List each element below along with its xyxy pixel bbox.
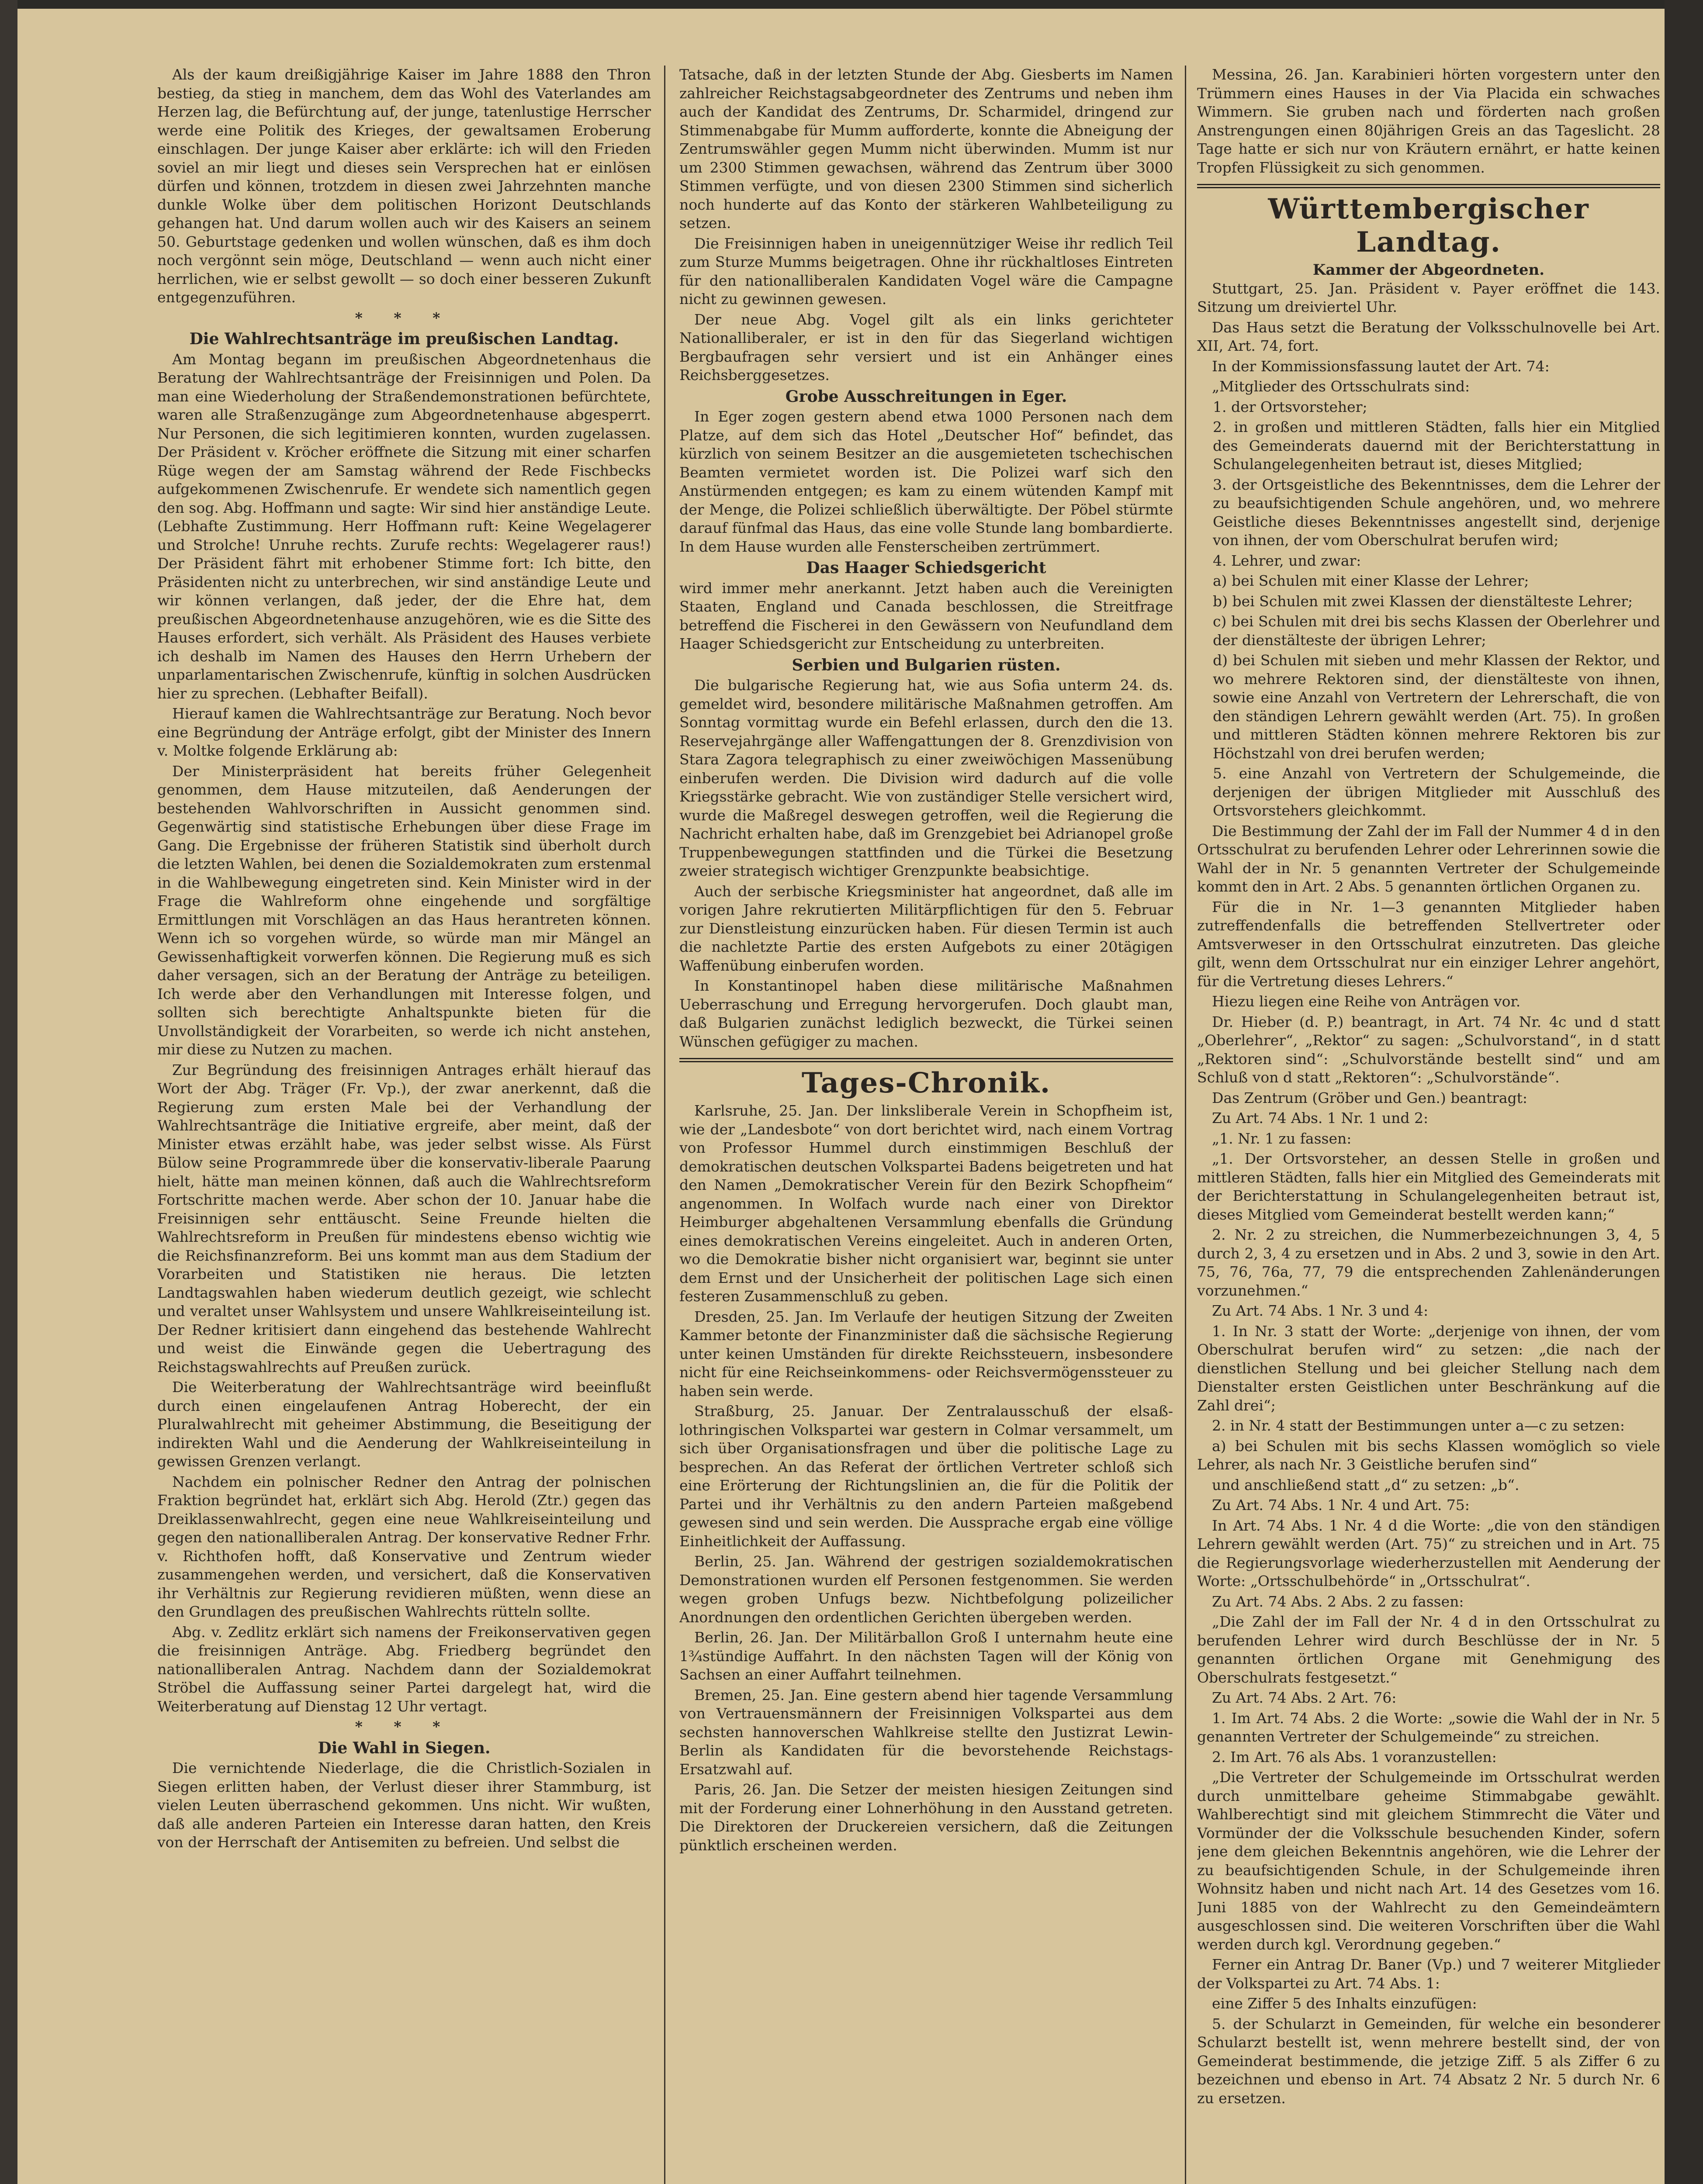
- paragraph: Paris, 26. Jan. Die Setzer der meisten hiesigen Zeitungen sind mit der Forderung einer Lohnerhöhung in den Ausstand getreten. Die Direktoren der Druckereien versichern, daß die Zeitungen pünktlich erscheinen werden.: [679, 1781, 1173, 1854]
- paragraph: Berlin, 26. Jan. Der Militärballon Groß I unternahm heute eine 1¾stündige Auffahrt. In den nächsten Tagen will der König von Sachsen an einer Auffahrt teilnehmen.: [679, 1629, 1173, 1683]
- paragraph: Zu Art. 74 Abs. 2 Abs. 2 zu fassen:: [1212, 1593, 1464, 1610]
- paragraph: „1. Nr. 1 zu fassen:: [1212, 1130, 1352, 1147]
- section-divider: [1197, 184, 1660, 188]
- paragraph: Am Montag begann im preußischen Abgeordnetenhaus die Beratung der Wahlrechtsanträge der Freisinnigen und Polen. Da man eine Wiederholung der Straßendemonstrationen befürchtete, waren alle Straßenzugänge zum Abgeordnetenhause abgesperrt. Nur Personen, die sich legitimieren konnten, wurden zugelassen. Der Präsident v. Kröcher eröffnete die Sitzung mit einer scharfen Rüge wegen der am Samstag während der Rede Fischbecks aufgekommenen Zwischenrufe. Er wendete sich namentlich gegen den sog. Abg. Hoffmann und sagte: Wir sind hier anständige Leute. (Lebhafte Zustimmung. Herr Hoffmann ruft: Keine Wegelagerer und Strolche! Unruhe rechts. Zurufe rechts: Wegelagerer raus!) Der Präsident fährt mit erhobener Stimme fort: Ich bitte, den Präsidenten nicht zu unterbrechen, wir sind anständige Leute und wir können verlangen, daß jeder, der die Ehre hat, dem preußischen Abgeordnetenhause anzugehören, wie es die Sitte des Hauses erfordert, sich verhält. Als Präsident des Hauses verbiete ich deshalb im Namen des Hauses den Herrn Urhebern der unparlamentarischen Zwischenrufe, künftig in solchen Ausdrücken hier zu sprechen. (Lebhafter Beifall).: [157, 350, 651, 702]
- paragraph: Stuttgart, 25. Jan. Präsident v. Payer eröffnet die 143. Sitzung um dreiviertel Uhr.: [1197, 280, 1660, 315]
- page-edge-left: [0, 0, 17, 2184]
- paragraph: eine Ziffer 5 des Inhalts einzufügen:: [1212, 1995, 1477, 2012]
- column-rule: [664, 66, 665, 2184]
- article-headline: Die Wahlrechtsanträge im preußischen Landtag.: [189, 330, 619, 348]
- paragraph: In Eger zogen gestern abend etwa 1000 Personen nach dem Platze, auf dem sich das Hotel „Deutscher Hof“ befindet, das kürzlich von seinem Besitzer an die ausgemieteten tschechischen Beamten vermietet worden ist. Die Polizei warf sich den Anstürmenden entgegen; es kam zu einem wütenden Kampf mit der Menge, die Polizei schließlich überwältigte. Der Pöbel stürmte darauf fünfmal das Haus, das eine volle Stunde lang bombardierte. In dem Hause wurden alle Fensterscheiben zertrümmert.: [679, 408, 1173, 555]
- paragraph: In Art. 74 Abs. 1 Nr. 4 d die Worte: „die von den ständigen Lehrern gewählt werden (Art. 75)“ zu streichen und in Art. 75 die Regierungsvorlage wiederherzustellen mit Aenderung der Worte: „Ortsschulbehörde“ in „Ortsschulrat“.: [1197, 1517, 1660, 1590]
- article-headline: Das Haager Schiedsgericht: [806, 559, 1046, 577]
- list-item: 1. der Ortsvorsteher;: [1213, 398, 1367, 415]
- paragraph: wird immer mehr anerkannt. Jetzt haben auch die Vereinigten Staaten, England und Canada beschlossen, die Streitfrage betreffend die Fischerei in den Gewässern von Neufundland dem Haager Schiedsgericht zur Entscheidung zu unterbreiten.: [679, 579, 1173, 652]
- paragraph: 2. in Nr. 4 statt der Bestimmungen unter a—c zu setzen:: [1212, 1417, 1625, 1434]
- paragraph: Die bulgarische Regierung hat, wie aus Sofia unterm 24. ds. gemeldet wird, besondere militärische Maßnahmen getroffen. Am Sonntag vormittag wurde ein Befehl erlassen, durch den die 13. Reservejahrgänge aller Waffengattungen der 8. Grenzdivision von Stara Zagora telegraphisch zu einer zweiwöchigen Massenübung einberufen werden. Die Division wird dadurch auf die volle Kriegsstärke gebracht. Wie von zuständiger Stelle versichert wird, wurde die Maßregel deswegen getroffen, weil die Regierung die Nachricht erhalten habe, daß im Grenzgebiet bei Adrianopel große Truppenbewegungen stattfinden und die Türkei die Besetzung zweier strategisch wichtiger Grenzpunkte beabsichtige.: [679, 677, 1173, 879]
- paragraph: Das Haus setzt die Beratung der Volksschulnovelle bei Art. XII, Art. 74, fort.: [1197, 318, 1660, 354]
- column-2: [679, 66, 1173, 2184]
- paragraph: Die Freisinnigen haben in uneigennütziger Weise ihr redlich Teil zum Sturze Mumms beigetragen. Ohne ihr rückhaltloses Eintreten für den nationalliberalen Kandidaten Vogel wäre die Campagne nicht zu gewinnen gewesen.: [679, 235, 1173, 308]
- paragraph: 1. In Nr. 3 statt der Worte: „derjenige von ihnen, der vom Oberschulrat berufen wird“ zu setzen: „die nach der dienstlichen Stellung und bei gleicher Stellung nach dem Dienstalter ersten Geistlichen unter Beschränkung auf die Zahl drei“;: [1197, 1322, 1660, 1414]
- paragraph: a) bei Schulen mit bis sechs Klassen womöglich so viele Lehrer, als nach Nr. 3 Geistliche berufen sind“: [1197, 1437, 1660, 1473]
- list-item: d) bei Schulen mit sieben und mehr Klassen der Rektor, und wo mehrere Rektoren sind, der dienstälteste von ihnen, sowie eine Anzahl von Vertretern der Lehrerschaft, die von den ständigen Lehrern gewählt werden (Art. 75). In großen und mittleren Städten können mehrere Rektoren bis zur Höchstzahl von drei berufen werden;: [1213, 652, 1660, 762]
- paragraph: Berlin, 25. Jan. Während der gestrigen sozialdemokratischen Demonstrationen wurden elf Personen festgenommen. Sie werden wegen groben Unfugs bezw. Nichtbefolgung polizeilicher Anordnungen den ordentlichen Gerichten übergeben werden.: [679, 1553, 1173, 1626]
- article-headline: Grobe Ausschreitungen in Eger.: [785, 387, 1067, 406]
- paragraph: Dr. Hieber (d. P.) beantragt, in Art. 74 Nr. 4c und d statt „Oberlehrer“, „Rektor“ zu sagen: „Schulvorstand“, in d statt „Rektoren sind“: „Schulvorstände bestellt sind“ und am Schluß von d statt „Rektoren“: „Schulvorstände“.: [1197, 1013, 1660, 1086]
- section-title: Württembergischer Landtag.: [1268, 193, 1589, 259]
- paragraph: Zur Begründung des freisinnigen Antrages erhält hierauf das Wort der Abg. Träger (Fr. Vp.), der zwar anerkennt, daß die Regierung zum ersten Male bei der Verhandlung der Wahlrechtsanträge die Initiative ergreife, aber meint, daß der Minister etwas erzählt habe, was jeder selbst wisse. Als Fürst Bülow seine Programmrede über die konservativ-liberale Paarung hielt, hätte man meinen können, daß auch die Wahlrechtsreform Fortschritte machen werde. Aber schon der 10. Januar habe die Freisinnigen sehr enttäuscht. Seine Freunde hielten die Wahlrechtsreform in Preußen für mindestens ebenso wichtig wie die Reichsfinanzreform. Bei uns kommt man aus dem Stadium der Vorarbeiten und Statistiken nie heraus. Die letzten Landtagswahlen haben wiederum deutlich gezeigt, wie schlecht und veraltet unser Wahlsystem und unsere Wahlkreiseinteilung ist. Der Redner kritisiert dann eingehend das bestehende Wahlrecht und weist die Einwände gegen die Uebertragung des Reichstagswahlrechts auf Preußen zurück.: [157, 1061, 651, 1375]
- paragraph: Karlsruhe, 25. Jan. Der linksliberale Verein in Schopfheim ist, wie der „Landesbote“ von dort berichtet wird, nach einem Vortrag von Professor Hummel durch einstimmigen Beschluß der demokratischen deutschen Volkspartei Badens beigetreten und hat den Namen „Demokratischer Verein für den Bezirk Schopfheim“ angenommen. In Wolfach wurde nach einer von Direktor Heimburger abgehaltenen Versammlung ebenfalls die Gründung eines demokratischen Vereins eingeleitet. Auch in anderen Orten, wo die Demokratie bisher nicht organisiert war, beginnt sie unter dem Ernst und der Unsicherheit der politischen Lage sich einen festeren Zusammenschluß zu geben.: [679, 1102, 1173, 1305]
- paragraph: Nachdem ein polnischer Redner den Antrag der polnischen Fraktion begründet hat, erklärt sich Abg. Herold (Ztr.) gegen das Dreiklassenwahlrecht, gegen eine neue Wahlkreiseinteilung und gegen den nationalliberalen Antrag. Der konservative Redner Frhr. v. Richthofen hofft, daß Konservative und Zentrum wieder zusammengehen werden, und versichert, daß die Konservativen ihr Verhältnis zur Regierung revidieren müßten, wenn diese an den Grundlagen des preußischen Wahlrechts rütteln sollte.: [157, 1473, 651, 1620]
- section-separator: * * *: [355, 309, 453, 326]
- paragraph: Ferner ein Antrag Dr. Baner (Vp.) und 7 weiterer Mitglieder der Volkspartei zu Art. 74 Abs. 1:: [1197, 1956, 1660, 1992]
- paragraph: 2. Im Art. 76 als Abs. 1 voranzustellen:: [1212, 1748, 1497, 1766]
- paragraph: „Die Vertreter der Schulgemeinde im Ortsschulrat werden durch unmittelbare geheime Stimmabgabe gewählt. Wahlberechtigt sind mit gleichem Stimmrecht die Väter und Vormünder der die Volksschule besuchenden Kinder, sofern jene dem gleichen Bekenntnis angehören, wie die Lehrer der zu beaufsichtigenden Schule, in der Schulgemeinde ihren Wohnsitz haben und nicht nach Art. 14 des Gesetzes vom 16. Juni 1885 von der Wahlrecht zu den Gemeindeämtern ausgeschlossen sind. Die weiteren Vorschriften über die Wahl werden durch kgl. Verordnung gegeben.“: [1197, 1769, 1660, 1953]
- paragraph: In der Kommissionsfassung lautet der Art. 74:: [1212, 357, 1550, 375]
- paragraph: 5. der Schularzt in Gemeinden, für welche ein besonderer Schularzt bestellt ist, wenn mehrere bestellt sind, der von Gemeinderat bestimmende, die jetzige Ziff. 5 als Ziffer 6 zu bezeichnen und ebenso in Art. 74 Absatz 2 Nr. 5 durch Nr. 6 zu ersetzen.: [1197, 2015, 1660, 2107]
- paragraph: 2. Nr. 2 zu streichen, die Nummerbezeichnungen 3, 4, 5 durch 2, 3, 4 zu ersetzen und in Abs. 2 und 3, sowie in den Art. 75, 76, 76a, 77, 79 die entsprechenden Zahlenänderungen vorzunehmen.“: [1197, 1226, 1660, 1299]
- paragraph: Die Bestimmung der Zahl der im Fall der Nummer 4 d in den Ortsschulrat zu berufenden Lehrer oder Lehrerinnen sowie die Wahl der in Nr. 5 genannten Vertreter der Schulgemeinde kommt den in Art. 2 Abs. 5 genannten örtlichen Organen zu.: [1197, 822, 1660, 895]
- list-item: 4. Lehrer, und zwar:: [1213, 552, 1361, 569]
- list-item: a) bei Schulen mit einer Klasse der Lehrer;: [1213, 572, 1529, 589]
- paragraph: Zu Art. 74 Abs. 1 Nr. 4 und Art. 75:: [1212, 1496, 1470, 1514]
- paragraph: Bremen, 25. Jan. Eine gestern abend hier tagende Versammlung von Vertrauensmännern der Freisinnigen Volkspartei aus dem sechsten hannoverschen Wahlkreise stellte den Justizrat Lewin-Berlin als Kandidaten für die bevorstehende Reichstags-Ersatzwahl auf.: [679, 1686, 1173, 1778]
- paragraph: Der Ministerpräsident hat bereits früher Gelegenheit genommen, dem Hause mitzuteilen, daß Aenderungen der bestehenden Wahlvorschriften in Aussicht genommen sind. Gegenwärtig sind statistische Erhebungen über diese Frage im Gang. Die Ergebnisse der früheren Statistik sind überholt durch die letzten Wahlen, bei denen die Sozialdemokraten zum erstenmal in die Wahlbewegung eingetreten sind. Kein Minister wird in der Frage die Wahlreform ohne eingehende und sorgfältige Ermittlungen mit Vorschlägen an das Haus herantreten können. Wenn ich so vorgehen würde, so würde man mir Mängel an Gewissenhaftigkeit vorwerfen können. Die Regierung muß es sich daher versagen, sich an der Beratung der Anträge zu beteiligen. Ich werde aber den Verhandlungen mit Interesse folgen, und sollten sich berechtigte Anhaltspunkte bieten für die Unvollständigkeit der Vorarbeiten, so werde ich nicht anstehen, mir diese zu Nutzen zu machen.: [157, 762, 651, 1058]
- column-1: [157, 66, 651, 2184]
- paragraph: Tatsache, daß in der letzten Stunde der Abg. Giesberts im Namen zahlreicher Reichstagsabgeordneter des Zentrums und neben ihm auch der Kandidat des Zentrums, Dr. Scharmidel, dringend zur Stimmenabgabe für Mumm aufforderte, konnte die Abneigung der Zentrumswähler gegen Mumm nicht überwinden. Mumm ist nur um 2300 Stimmen gewachsen, während das Zentrum über 3000 Stimmen verfügte, und von diesen 2300 Stimmen sind sicherlich noch hunderte auf das Konto der stärkeren Wahlbeteiligung zu setzen.: [679, 66, 1173, 232]
- column-rule: [1185, 66, 1186, 2184]
- paragraph: Für die in Nr. 1—3 genannten Mitglieder haben zutreffendenfalls die betreffenden Stellvertreter oder Amtsverweser in den Ortsschulrat einzutreten. Das gleiche gilt, wenn dem Ortsschulrat nur ein einziger Lehrer angehört, für die Vertretung dieses Lehrers.“: [1197, 898, 1660, 990]
- paragraph: In Konstantinopel haben diese militärische Maßnahmen Ueberraschung und Erregung hervorgerufen. Doch glaubt man, daß Bulgarien zunächst lediglich bezweckt, die Türkei seinen Wünschen gefügiger zu machen.: [679, 977, 1173, 1050]
- paragraph: 1. Im Art. 74 Abs. 2 die Worte: „sowie die Wahl der in Nr. 5 genannten Vertreter der Schulgemeinde“ zu streichen.: [1197, 1709, 1660, 1745]
- paragraph: Hiezu liegen eine Reihe von Anträgen vor.: [1212, 993, 1521, 1010]
- paragraph: Hierauf kamen die Wahlrechtsanträge zur Beratung. Noch bevor eine Begründung der Anträge erfolgt, gibt der Minister des Innern v. Moltke folgende Erklärung ab:: [157, 705, 651, 759]
- paragraph: Auch der serbische Kriegsminister hat angeordnet, daß alle im vorigen Jahre rekrutierten Militärpflichtigen für den 5. Februar zur Dienstleistung einzurücken haben. Für diesen Termin ist auch die nachletzte Partie des ersten Aufgebots zu einer 20tägigen Waffenübung einberufen worden.: [679, 882, 1173, 974]
- paragraph: Als der kaum dreißigjährige Kaiser im Jahre 1888 den Thron bestieg, da stieg in manchem, dem das Wohl des Vaterlandes am Herzen lag, die Befürchtung auf, der junge, tatenlustige Herrscher werde eine Politik des Krieges, der gewaltsamen Eroberung einschlagen. Der junge Kaiser aber erklärte: ich will den Frieden soviel an mir liegt und dieses sein Versprechen hat er einlösen dürfen und können, trotzdem in diesen zwei Jahrzehnten manche dunkle Wolke über dem politischen Horizont Deutschlands gehangen hat. Und darum wollen auch wir des Kaisers an seinem 50. Geburtstage gedenken und wollen wünschen, daß es ihm doch noch vergönnt sein möge, Deutschland — wenn auch nicht einer herrlichen, wie er selbst gewollt — so doch einer besseren Zukunft entgegenzuführen.: [157, 66, 651, 306]
- paragraph: Abg. v. Zedlitz erklärt sich namens der Freikonservativen gegen die freisinnigen Anträge. Abg. Friedberg begründet den nationalliberalen Antrag. Nachdem dann der Sozialdemokrat Ströbel die Auffassung seiner Partei dargelegt hat, wird die Weiterberatung auf Dienstag 12 Uhr vertagt.: [157, 1623, 651, 1715]
- paragraph: Dresden, 25. Jan. Im Verlaufe der heutigen Sitzung der Zweiten Kammer betonte der Finanzminister daß die sächsische Regierung unter keinen Umständen für direkte Reichssteuern, insbesondere nicht für eine Reichseinkommens- oder Reichsvermögenssteuer zu haben sein werde.: [679, 1308, 1173, 1400]
- article-list: [1197, 398, 1660, 820]
- section-divider: [679, 1058, 1173, 1062]
- list-item: c) bei Schulen mit drei bis sechs Klassen der Oberlehrer und der dienstälteste der übrigen Lehrer;: [1213, 613, 1660, 649]
- list-item: b) bei Schulen mit zwei Klassen der dienstälteste Lehrer;: [1213, 592, 1633, 610]
- column-3: [1197, 66, 1660, 2184]
- paragraph: Zu Art. 74 Abs. 2 Art. 76:: [1212, 1689, 1397, 1706]
- paragraph: Zu Art. 74 Abs. 1 Nr. 3 und 4:: [1212, 1302, 1429, 1319]
- article-headline: Die Wahl in Siegen.: [318, 1738, 491, 1757]
- article-headline: Serbien und Bulgarien rüsten.: [792, 656, 1061, 674]
- paragraph: „Die Zahl der im Fall der Nr. 4 d in den Ortsschulrat zu berufenden Lehrer wird durch Beschlüsse der in Nr. 5 genannten örtlichen Organe mit Genehmigung des Oberschulrats festgesetzt.“: [1197, 1613, 1660, 1686]
- paragraph: Der neue Abg. Vogel gilt als ein links gerichteter Nationalliberaler, er ist in den für das Siegerland wichtigen Bergbaufragen sehr versiert und ist ein Anhänger eines Reichsberggesetzes.: [679, 311, 1173, 384]
- paragraph: Messina, 26. Jan. Karabinieri hörten vorgestern unter den Trümmern eines Hauses in der Via Placida ein schwaches Wimmern. Sie gruben nach und förderten nach großen Anstrengungen einen 80jährigen Greis an das Tageslicht. 28 Tage hatte er sich nur von Kräutern ernährt, er hatte keinen Tropfen Flüssigkeit zu sich genommen.: [1197, 66, 1660, 176]
- paragraph: Straßburg, 25. Januar. Der Zentralausschuß der elsaß-lothringischen Volkspartei war gestern in Colmar versammelt, um sich über Organisationsfragen und über die politische Lage zu besprechen. An das Referat der örtlichen Vertreter schloß sich eine Erörterung der Richtungslinien an, die für die Politik der Partei und ihr Verhältnis zu den andern Parteien maßgebend gewesen sind und sein werden. Die Aussprache ergab eine völlige Einheitlichkeit der Auffassung.: [679, 1403, 1173, 1550]
- paragraph: Das Zentrum (Gröber und Gen.) beantragt:: [1212, 1089, 1528, 1106]
- section-separator: * * *: [355, 1718, 453, 1735]
- paragraph: „1. Der Ortsvorsteher, an dessen Stelle in großen und mittleren Städten, falls hier ein Mitglied des Gemeinderats mit der Berichterstattung in Schulangelegenheiten betraut ist, dieses Mitglied vom Gemeinderat bestellt werden kann;“: [1197, 1150, 1660, 1223]
- section-title: Tages-Chronik.: [801, 1067, 1051, 1099]
- list-item: 2. in großen und mittleren Städten, falls hier ein Mitglied des Gemeinderats dauernd mit der Berichterstattung in Schulangelegenheiten betraut ist, dieses Mitglied;: [1213, 418, 1660, 473]
- paragraph: Die vernichtende Niederlage, die die Christlich-Sozialen in Siegen erlitten haben, der Verlust dieser ihrer Stammburg, ist vielen Leuten überraschend gekommen. Uns nicht. Wir wußten, daß alle anderen Parteien ein Interesse daran hatten, den Kreis von der Herrschaft der Antisemiten zu befreien. Und selbst die: [157, 1759, 651, 1851]
- paragraph: Die Weiterberatung der Wahlrechtsanträge wird beeinflußt durch einen eingelaufenen Antrag Hoberecht, der ein Pluralwahlrecht mit geheimer Abstimmung, die Beseitigung der indirekten Wahl und die Aenderung der Wahlkreiseinteilung in gewissen Grenzen verlangt.: [157, 1379, 651, 1470]
- paragraph: Zu Art. 74 Abs. 1 Nr. 1 und 2:: [1212, 1109, 1429, 1127]
- list-item: 3. der Ortsgeistliche des Bekenntnisses, dem die Lehrer der zu beaufsichtigenden Schule angehören, und, wo mehrere Geistliche dieses Bekenntnisses angestellt sind, derjenige von ihnen, der vom Oberschulrat berufen wird;: [1213, 476, 1660, 549]
- page-edge-right: [1665, 0, 1703, 2184]
- list-item: 5. eine Anzahl von Vertretern der Schulgemeinde, die derjenigen der übrigen Mitglieder mit Ausschluß des Ortsvorstehers gleichkommt.: [1213, 765, 1660, 819]
- paragraph: „Mitglieder des Ortsschulrats sind:: [1212, 378, 1470, 395]
- paragraph: und anschließend statt „d“ zu setzen: „b“.: [1212, 1476, 1520, 1493]
- section-subtitle: Kammer der Abgeordneten.: [1312, 261, 1545, 279]
